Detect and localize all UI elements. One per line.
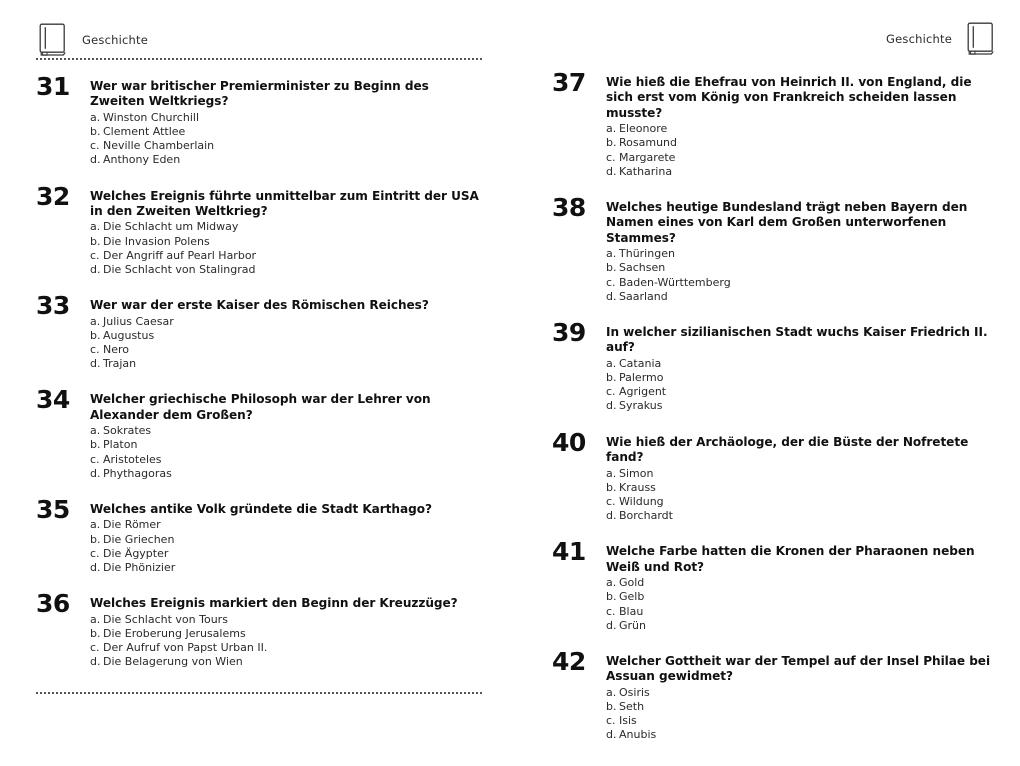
question-text: Welcher Gottheit war der Tempel auf der Insel Philae bei Assuan gewidmet? [606,653,991,684]
option-text: Die Ägypter [103,546,169,560]
column-right [552,22,998,742]
question-item [552,427,998,524]
question-list-right [552,57,998,762]
option-text: Phythagoras [103,466,172,480]
answer-option[interactable] [90,125,482,139]
option-text: Winston Churchill [103,110,199,124]
option-text: Die Schlacht um Midway [103,220,239,234]
answer-option[interactable] [606,385,998,399]
answer-option[interactable] [90,153,482,167]
option-letter: b. [90,532,101,546]
option-text: Wildung [619,494,664,508]
option-letter: b. [606,136,617,150]
question-item [552,193,998,304]
answer-option[interactable] [606,576,998,590]
answer-option[interactable] [606,619,998,633]
option-text: Die Römer [103,518,161,532]
option-text: Agrigent [619,385,667,399]
option-letter: c. [90,452,100,466]
answer-option[interactable] [90,561,482,575]
answer-option[interactable] [606,467,998,481]
option-letter: c. [606,385,616,399]
answer-option[interactable] [606,290,998,304]
option-letter: a. [606,122,617,136]
book-icon [38,23,68,57]
question-list-left [36,61,482,689]
answer-option[interactable] [90,641,482,655]
option-letter: a. [606,247,617,261]
option-text: Simon [619,466,654,480]
option-letter: a. [90,220,101,234]
answer-option[interactable] [90,263,482,277]
option-letter: b. [606,480,617,494]
answer-options [606,686,998,743]
option-letter: d. [606,509,617,523]
answer-option[interactable] [606,276,998,290]
option-letter: d. [606,164,617,178]
answer-option[interactable] [90,655,482,669]
answer-option[interactable] [606,728,998,742]
option-letter: d. [606,399,617,413]
answer-option[interactable] [90,343,482,357]
header-title-right: Geschichte [886,32,952,46]
option-letter: a. [90,424,101,438]
question-text: Wer war der erste Kaiser des Römischen Reiches? [90,298,429,313]
option-text: Osiris [619,685,650,699]
question-number: 34 [36,385,70,415]
option-text: Gelb [619,590,645,604]
option-letter: a. [606,356,617,370]
question-body [90,296,482,371]
option-text: Der Angriff auf Pearl Harbor [103,248,257,262]
question-item [552,318,998,414]
option-text: Clement Attlee [103,124,186,138]
option-letter: a. [606,685,617,699]
option-letter: c. [90,641,100,655]
answer-option[interactable] [606,371,998,385]
question-number: 40 [552,427,586,457]
option-letter: c. [606,275,616,289]
option-text: Julius Caesar [103,314,174,328]
answer-options [90,315,482,372]
option-text: Die Griechen [103,532,175,546]
question-text: Welches heutige Bundesland trägt neben Bayern den Namen eines von Karl dem Großen unterworfenen Stammes? [606,200,968,245]
answer-option[interactable] [606,136,998,150]
option-text: Blau [619,604,644,618]
answer-option[interactable] [90,533,482,547]
option-letter: a. [90,518,101,532]
option-letter: c. [90,546,100,560]
option-letter: b. [606,261,617,275]
column-spacer [552,762,998,766]
option-letter: c. [606,604,616,618]
answer-option[interactable] [90,453,482,467]
answer-option[interactable] [606,700,998,714]
option-letter: c. [90,248,100,262]
answer-option[interactable] [606,590,998,604]
option-text: Die Belagerung von Wien [103,655,243,669]
question-text: In welcher sizilianischen Stadt wuchs Kaiser Friedrich II. auf? [606,325,988,355]
option-letter: b. [90,626,101,640]
answer-option[interactable] [90,111,482,125]
answer-option[interactable] [606,122,998,136]
answer-option[interactable] [90,357,482,371]
option-letter: a. [90,314,101,328]
book-icon [966,22,996,56]
question-text: Welcher griechische Philosoph war der Lehrer von Alexander dem Großen? [90,392,431,422]
question-text: Wer war britischer Premierminister zu Beginn des Zweiten Weltkriegs? [90,78,429,109]
option-letter: b. [90,438,101,452]
option-letter: a. [90,612,101,626]
option-letter: c. [606,714,616,728]
question-item [36,181,482,278]
option-text: Neville Chamberlain [103,139,215,153]
answer-options [606,122,998,179]
option-text: Saarland [619,289,668,303]
answer-options [90,613,482,670]
header-left [36,22,482,57]
question-body [606,323,998,414]
option-text: Borchardt [619,509,673,523]
question-text: Welches Ereignis führte unmittelbar zum Eintritt der USA in den Zweiten Weltkrieg? [90,188,479,218]
answer-option[interactable] [90,249,482,263]
answer-options [90,424,482,481]
answer-option[interactable] [90,547,482,561]
option-text: Platon [103,438,138,452]
question-number: 41 [552,537,586,567]
answer-option[interactable] [606,247,998,261]
answer-option[interactable] [606,714,998,728]
option-text: Anthony Eden [103,153,181,167]
question-body [606,433,998,524]
option-text: Thüringen [619,247,675,261]
answer-option[interactable] [90,613,482,627]
option-letter: d. [90,561,101,575]
answer-options [90,518,482,575]
option-letter: b. [90,124,101,138]
answer-option[interactable] [606,357,998,371]
header-title-left: Geschichte [82,32,148,47]
question-number: 38 [552,193,586,223]
answer-option[interactable] [606,165,998,179]
answer-option[interactable] [606,509,998,523]
question-item [36,385,482,481]
option-text: Trajan [103,357,137,371]
option-letter: d. [90,262,101,276]
question-body [606,198,998,304]
option-text: Margarete [619,150,676,164]
option-text: Der Aufruf von Papst Urban II. [103,641,268,655]
answer-options [606,467,998,524]
answer-option[interactable] [90,235,482,249]
question-body [606,652,998,743]
option-letter: b. [90,234,101,248]
option-text: Sokrates [103,424,152,438]
option-text: Katharina [619,164,673,178]
answer-options [90,220,482,277]
option-letter: b. [90,328,101,342]
answer-option[interactable] [90,139,482,153]
option-text: Die Eroberung Jerusalems [103,626,246,640]
option-text: Baden-Württemberg [619,275,731,289]
option-letter: d. [606,618,617,632]
question-text: Wie hieß der Archäologe, der die Büste der Nofretete fand? [606,434,969,465]
answer-option[interactable] [90,438,482,452]
option-letter: d. [90,655,101,669]
option-text: Catania [619,356,662,370]
question-number: 42 [552,646,586,676]
question-item [36,589,482,669]
question-item [552,537,998,633]
header-right [552,22,998,56]
question-number: 37 [552,68,586,97]
option-letter: c. [606,150,616,164]
column-left [36,22,482,703]
option-letter: a. [90,110,101,124]
option-text: Anubis [619,728,657,742]
option-letter: c. [606,494,616,508]
option-text: Sachsen [619,261,666,275]
question-item [36,71,482,168]
answer-option[interactable] [606,151,998,165]
option-letter: d. [90,153,101,167]
option-text: Isis [619,714,637,728]
question-number: 39 [552,318,586,348]
question-body [90,500,482,575]
answer-options [606,247,998,304]
question-number: 36 [36,589,70,619]
option-letter: d. [90,466,101,480]
answer-option[interactable] [90,220,482,234]
question-text: Welche Farbe hatten die Kronen der Pharaonen neben Weiß und Rot? [606,544,975,574]
option-text: Krauss [619,480,656,494]
question-body [606,542,998,633]
answer-option[interactable] [606,261,998,275]
option-text: Gold [619,576,645,590]
option-text: Aristoteles [103,452,162,466]
answer-option[interactable] [90,518,482,532]
answer-option[interactable] [606,399,998,413]
question-item [36,495,482,575]
question-body [606,73,998,179]
answer-option[interactable] [606,686,998,700]
question-body [90,594,482,669]
question-body [90,77,482,168]
option-text: Die Schlacht von Tours [103,612,228,626]
answer-option[interactable] [90,467,482,481]
option-text: Rosamund [619,136,677,150]
option-text: Augustus [103,328,155,342]
answer-option[interactable] [90,424,482,438]
answer-options [606,357,998,414]
footer-rule-left [36,692,482,695]
answer-option[interactable] [606,605,998,619]
option-letter: d. [606,728,617,742]
option-text: Syrakus [619,399,663,413]
answer-option[interactable] [90,329,482,343]
answer-option[interactable] [90,627,482,641]
question-number: 31 [36,71,70,101]
option-letter: d. [606,289,617,303]
option-text: Die Phönizier [103,561,176,575]
question-item [36,291,482,371]
option-text: Die Invasion Polens [103,234,210,248]
option-letter: b. [606,371,617,385]
question-item [552,68,998,179]
option-letter: b. [606,699,617,713]
question-body [90,390,482,481]
question-number: 35 [36,495,70,525]
option-text: Grün [619,618,646,632]
option-letter: a. [606,466,617,480]
option-text: Eleonore [619,122,668,136]
answer-options [606,576,998,633]
option-letter: b. [606,590,617,604]
question-item [552,646,998,743]
option-text: Seth [619,699,645,713]
option-text: Nero [103,343,130,356]
question-body [90,187,482,278]
answer-options [90,111,482,168]
answer-option[interactable] [606,495,998,509]
question-text: Welches antike Volk gründete die Stadt Karthago? [90,502,432,517]
answer-option[interactable] [90,315,482,329]
option-letter: d. [90,357,101,371]
option-text: Palermo [619,371,664,385]
question-number: 32 [36,181,70,211]
option-letter: a. [606,576,617,590]
question-text: Welches Ereignis markiert den Beginn der Kreuzzüge? [90,596,458,611]
question-number: 33 [36,291,70,321]
answer-option[interactable] [606,481,998,495]
option-letter: c. [90,139,100,153]
option-text: Die Schlacht von Stalingrad [103,262,256,276]
question-text: Wie hieß die Ehefrau von Heinrich II. von England, die sich erst vom König von Frankreich scheiden lassen musste? [606,75,972,120]
option-letter: c. [90,343,100,356]
